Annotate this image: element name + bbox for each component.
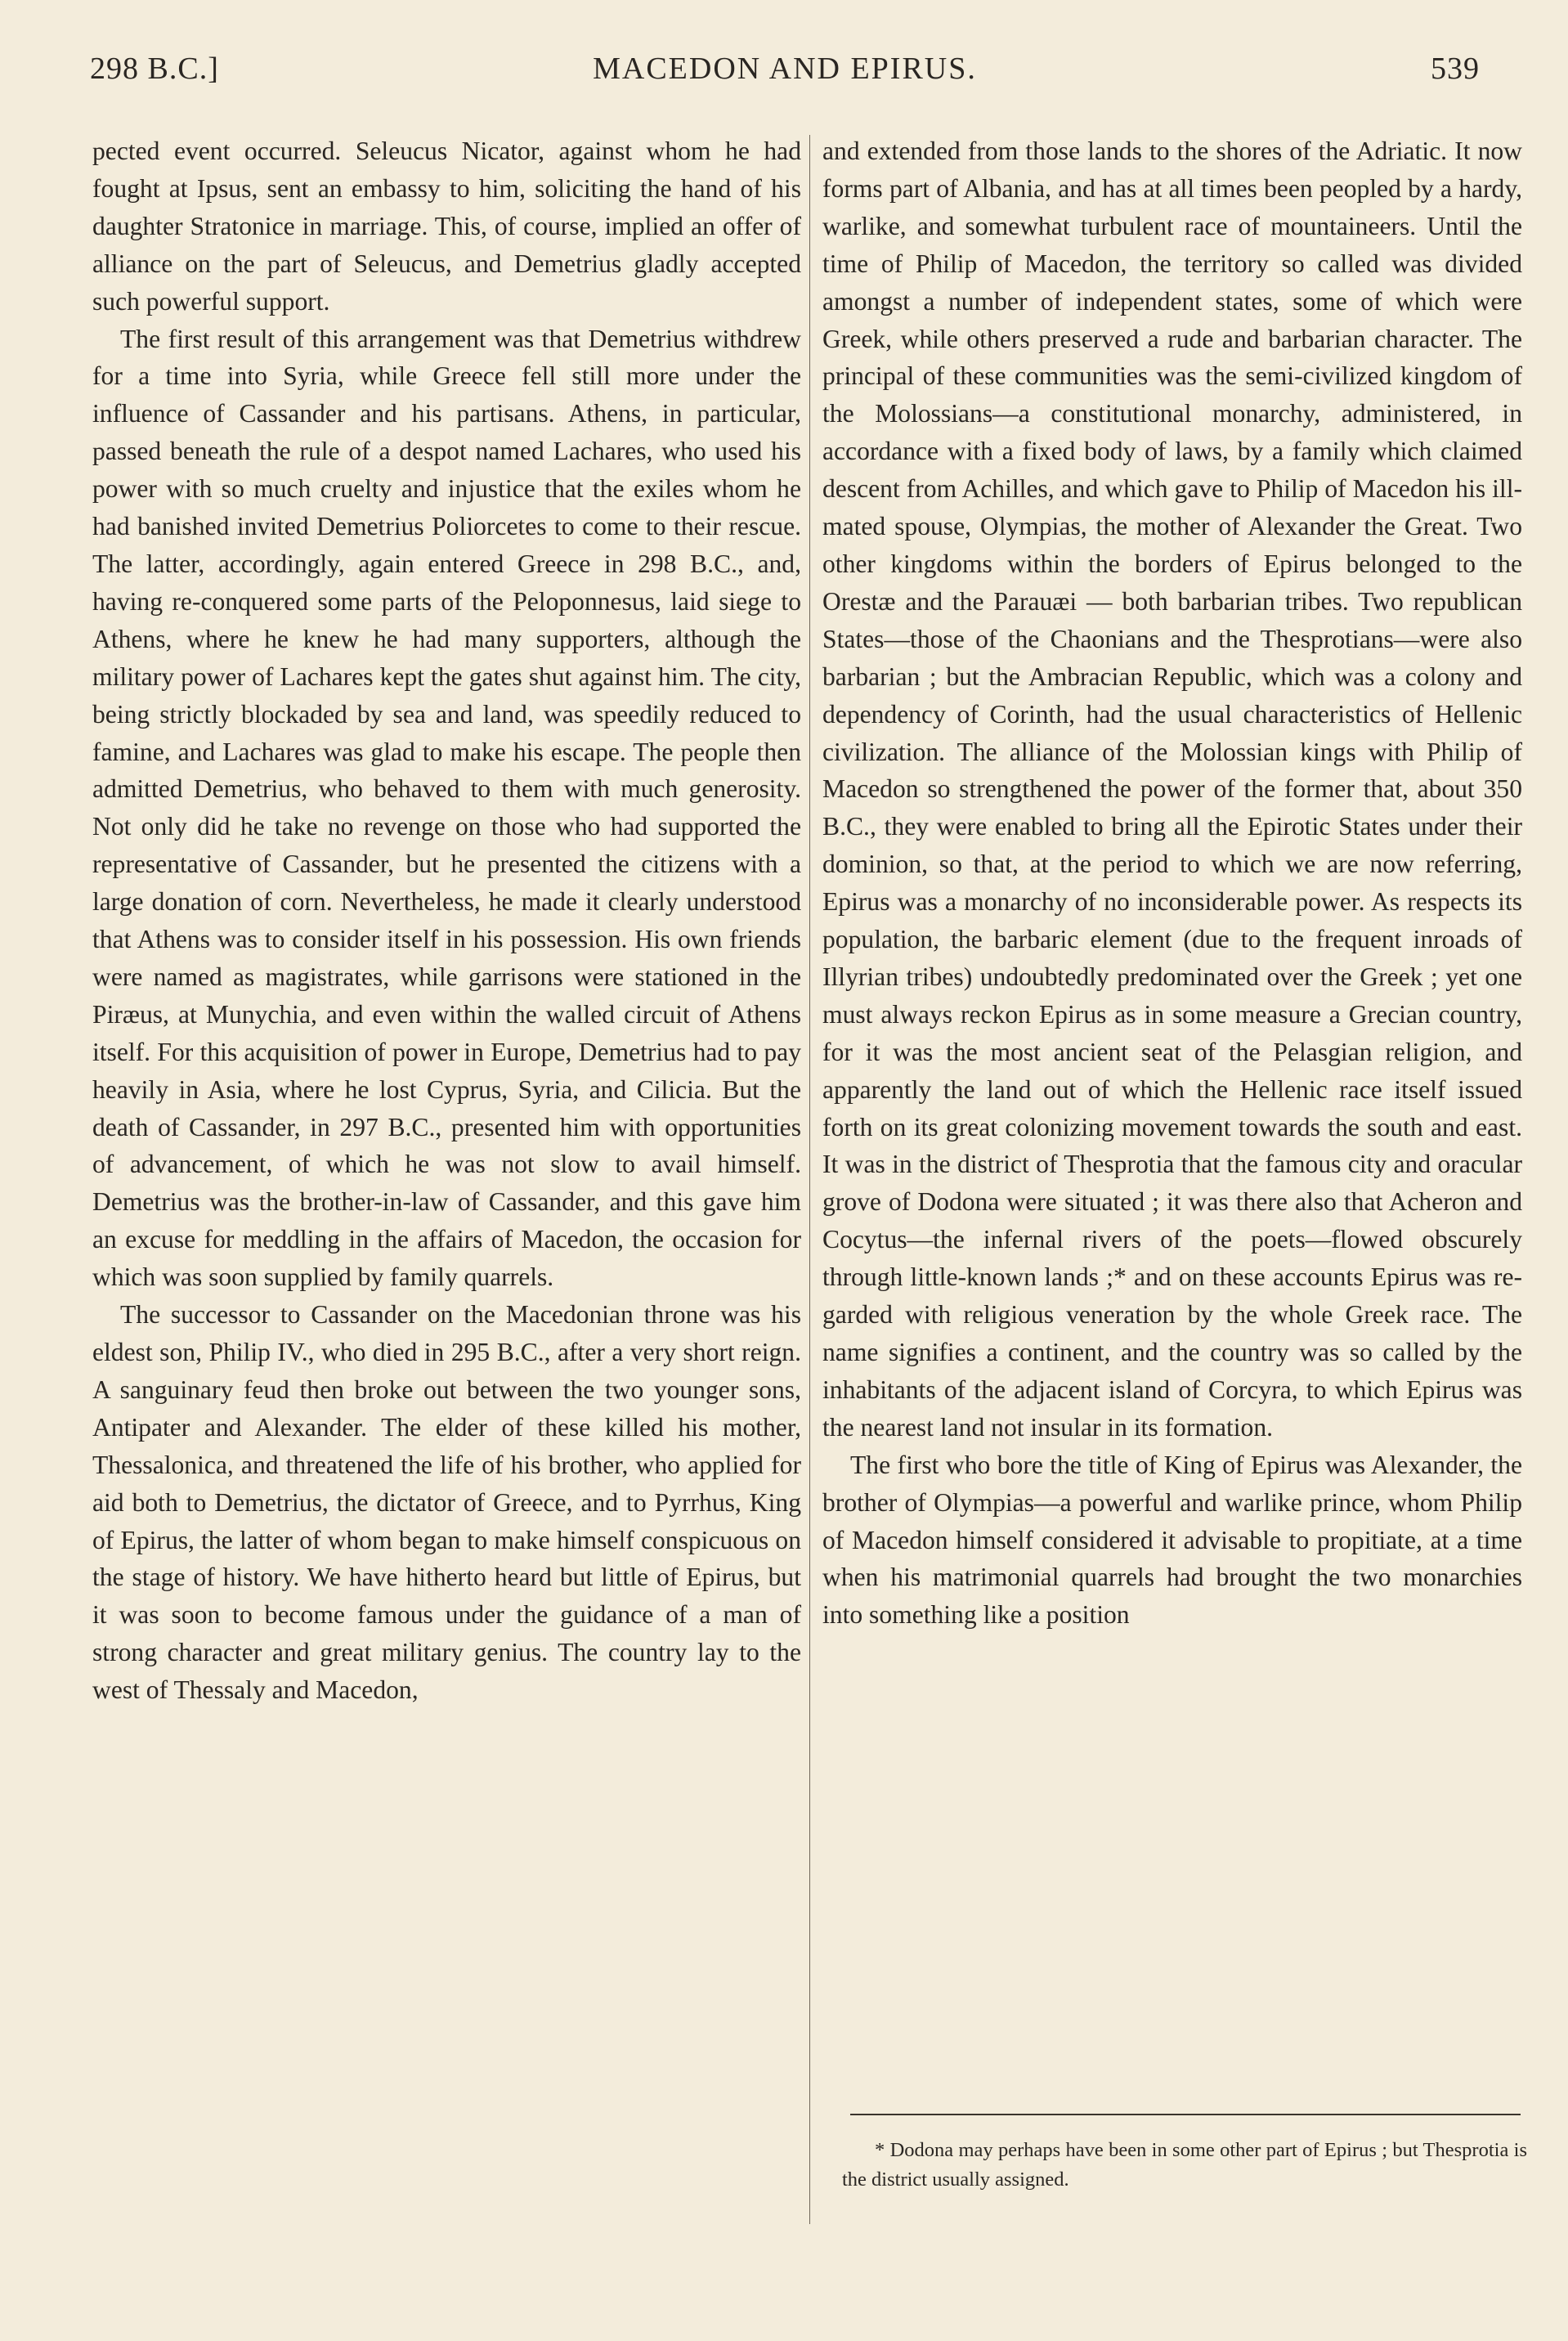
footnote: * Dodona may perhaps have been in some other part of Epirus ; but Thesprotia is the district usually assigned. bbox=[842, 2139, 1527, 2191]
running-header bbox=[90, 51, 1480, 100]
left-column bbox=[92, 132, 801, 1709]
paragraph: The first result of this arrangement was that Demetrius withdrew for a time into Syria, while Greece fell still more under the influence of Cassander and his partisans. Athens, in particular, passed beneath the rule of a despot named Lachares, who used his power with so much cruelty and injustice that the exiles whom he had banished invited Demetrius Poliorcetes to come to their rescue. The latter, accordingly, again entered Greece in 298 B.C., and, having re-conquered some parts of the Peloponnesus, laid siege to Athens, where he knew he had many supporters, although the military power of Lachares kept the gates shut against him. The city, being strictly blockaded by sea and land, was speedily reduced to famine, and Lachares was glad to make his escape. The people then admitted Demetrius, who behaved to them with much generosity. Not only did he take no revenge on those who had supported the representative of Cassander, but he presented the citizens with a large donation of corn. Nevertheless, he made it clearly understood that Athens was to consider itself in his possession. His own friends were named as magistrates, while garrisons were stationed in the Piræus, at Munychia, and even within the walled circuit of Athens itself. For this acquisition of power in Europe, Demetrius had to pay heavily in Asia, where he lost Cyprus, Syria, and Cilicia. But the death of Cassander, in 297 B.C., presented him with opportunities of advancement, of which he was not slow to avail himself. Demetrius was the brother-in-law of Cassander, and this gave him an excuse for meddling in the affairs of Macedon, the occasion for which was soon supplied by family quarrels. bbox=[92, 324, 801, 1292]
page-number: 539 bbox=[1431, 52, 1480, 86]
paragraph: The successor to Cassander on the Macedonian throne was his eldest son, Philip IV., who died in 295 B.C., after a very short reign. A sanguinary feud then broke out between the two younger sons, Antipater and Alexander. The elder of these killed his mother, Thessalonica, and threatened the life of his brother, who applied for aid both to Demetrius, the dictator of Greece, and to Pyrrhus, King of Epirus, the latter of whom began to make himself conspicuous on the stage of history. We have hitherto heard but little of Epirus, but it was soon to become famous under the guidance of a man of strong character and great military genius. The country lay to the west of Thessaly and Macedon, bbox=[92, 1300, 801, 1705]
right-column bbox=[822, 132, 1522, 1634]
footnote-rule bbox=[850, 2114, 1521, 2115]
paragraph: pected event occurred. Seleucus Nicator, against whom he had fought at Ipsus, sent an embassy to him, soliciting the hand of his daughter Stratonice in marriage. This, of course, implied an offer of alliance on the part of Seleucus, and Demetrius gladly accepted such powerful support. bbox=[92, 137, 801, 316]
paragraph: and extended from those lands to the shores of the Adriatic. It now forms part of Albania, and has at all times been peopled by a hardy, warlike, and somewhat turbulent race of mountaineers. Until the time of Philip of Macedon, the territory so called was divided amongst a number of independent states, some of which were Greek, while others preserved a rude and barbarian character. The principal of these communities was the semi-civilized kingdom of the Molossians—a constitutional monarchy, administered, in accordance with a fixed body of laws, by a family which claimed descent from Achilles, and which gave to Philip of Macedon his ill-mated spouse, Olympias, the mother of Alexander the Great. Two other kingdoms within the borders of Epirus belonged to the Orestæ and the Parauæi — both barbarian tribes. Two republican States—those of the Chaonians and the Thesprotians—were also barbarian ; but the Ambracian Republic, which was a colony and dependency of Corinth, had the usual characteristics of Hellenic civilization. The alliance of the Molossian kings with Philip of Macedon so strengthened the power of the former that, about 350 B.C., they were enabled to bring all the Epirotic States under their dominion, so that, at the period to which we are now referring, Epirus was a monarchy of no inconsiderable power. As respects its population, the barbaric element (due to the frequent inroads of Illyrian tribes) undoubtedly predominated over the Greek ; yet one must always reckon Epirus as in some measure a Grecian country, for it was the most ancient seat of the Pelasgian religion, and apparently the land out of which the Hellenic race itself issued forth on its great colonizing movement towards the south and east. It was in the district of Thesprotia that the famous city and oracular grove of Dodona were situated ; it was there also that Acheron and Cocytus—the infernal rivers of the poets—flowed obscurely through little-known lands ;* and on these accounts Epirus was regarded with religious veneration by the whole Greek race. The name signifies a continent, and the country was so called by the inhabitants of the adjacent island of Corcyra, to which Epirus was the nearest land not insular in its formation. bbox=[822, 137, 1522, 1442]
paragraph: The first who bore the title of King of Epirus was Alexander, the brother of Olympias—a powerful and warlike prince, whom Philip of Macedon himself considered it advisable to propitiate, at a time when his matrimonial quarrels had brought the two monarchies into something like a position bbox=[822, 1450, 1522, 1630]
column-divider bbox=[809, 135, 810, 2224]
header-title: MACEDON AND EPIRUS. bbox=[593, 52, 977, 86]
header-date: 298 B.C.] bbox=[90, 52, 219, 86]
